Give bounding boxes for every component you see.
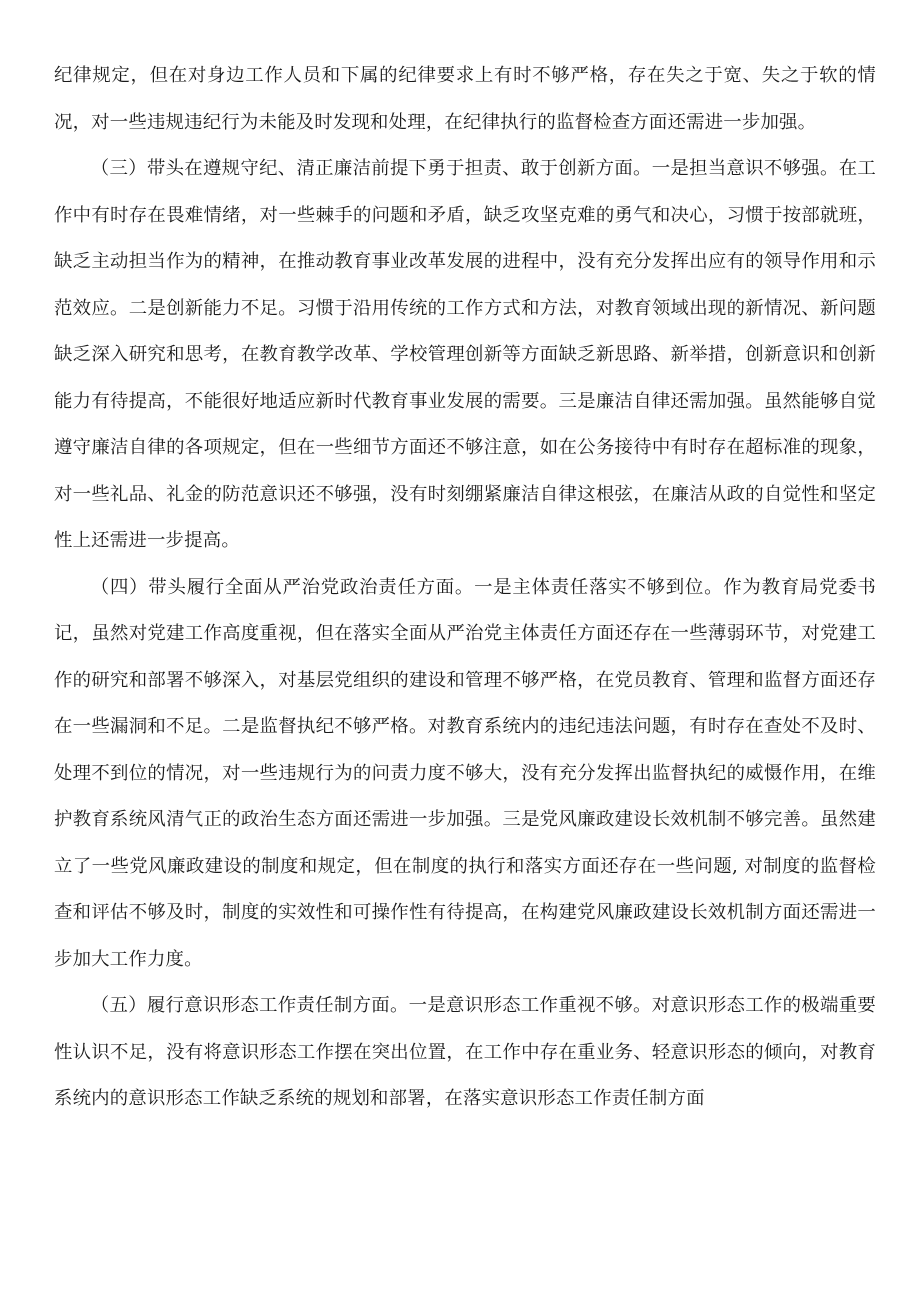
document-page bbox=[54, 53, 876, 1123]
paragraph-section-three: （三）带头在遵规守纪、清正廉洁前提下勇于担责、敢于创新方面。一是担当意识不够强。在工作中有时存在畏难情绪，对一些棘手的问题和矛盾，缺乏攻坚克难的勇气和决心，习惯于按部就班，缺乏主动担当作为的精神，在推动教育事业改革发展的进程中，没有充分发挥出应有的领导作用和示范效应。二是创新能力不足。习惯于沿用传统的工作方式和方法，对教育领域出现的新情况、新问题缺乏深入研究和思考，在教育教学改革、学校管理创新等方面缺乏新思路、新举措，创新意识和创新能力有待提高，不能很好地适应新时代教育事业发展的需要。三是廉洁自律还需加强。虽然能够自觉遵守廉洁自律的各项规定，但在一些细节方面还不够注意，如在公务接待中有时存在超标准的现象，对一些礼品、礼金的防范意识还不够强，没有时刻绷紧廉洁自律这根弦，在廉洁从政的自觉性和坚定性上还需进一步提高。 bbox=[54, 158, 876, 551]
paragraph-discipline-continuation: 纪律规定，但在对身边工作人员和下属的纪律要求上有时不够严格，存在失之于宽、失之于软的情况，对一些违规违纪行为未能及时发现和处理，在纪律执行的监督检查方面还需进一步加强。 bbox=[54, 65, 876, 133]
paragraph-section-four: （四）带头履行全面从严治党政治责任方面。一是主体责任落实不够到位。作为教育局党委书记，虽然对党建工作高度重视，但在落实全面从严治党主体责任方面还存在一些薄弱环节，对党建工作的研究和部署不够深入，对基层党组织的建设和管理不够严格，在党员教育、管理和监督方面还存在一些漏洞和不足。二是监督执纪不够严格。对教育系统内的违纪违法问题，有时存在查处不及时、处理不到位的情况，对一些违规行为的问责力度不够大，没有充分发挥出监督执纪的威慑作用，在维护教育系统风清气正的政治生态方面还需进一步加强。三是党风廉政建设长效机制不够完善。虽然建立了一些党风廉政建设的制度和规定，但在制度的执行和落实方面还存在一些问题, 对制度的监督检查和评估不够及时，制度的实效性和可操作性有待提高，在构建党风廉政建设长效机制方面还需进一步加大工作力度。 bbox=[54, 576, 876, 970]
paragraph-section-five: （五）履行意识形态工作责任制方面。一是意识形态工作重视不够。对意识形态工作的极端重要性认识不足，没有将意识形态工作摆在突出位置，在工作中存在重业务、轻意识形态的倾向，对教育系统内的意识形态工作缺乏系统的规划和部署，在落实意识形态工作责任制方面 bbox=[54, 995, 876, 1109]
